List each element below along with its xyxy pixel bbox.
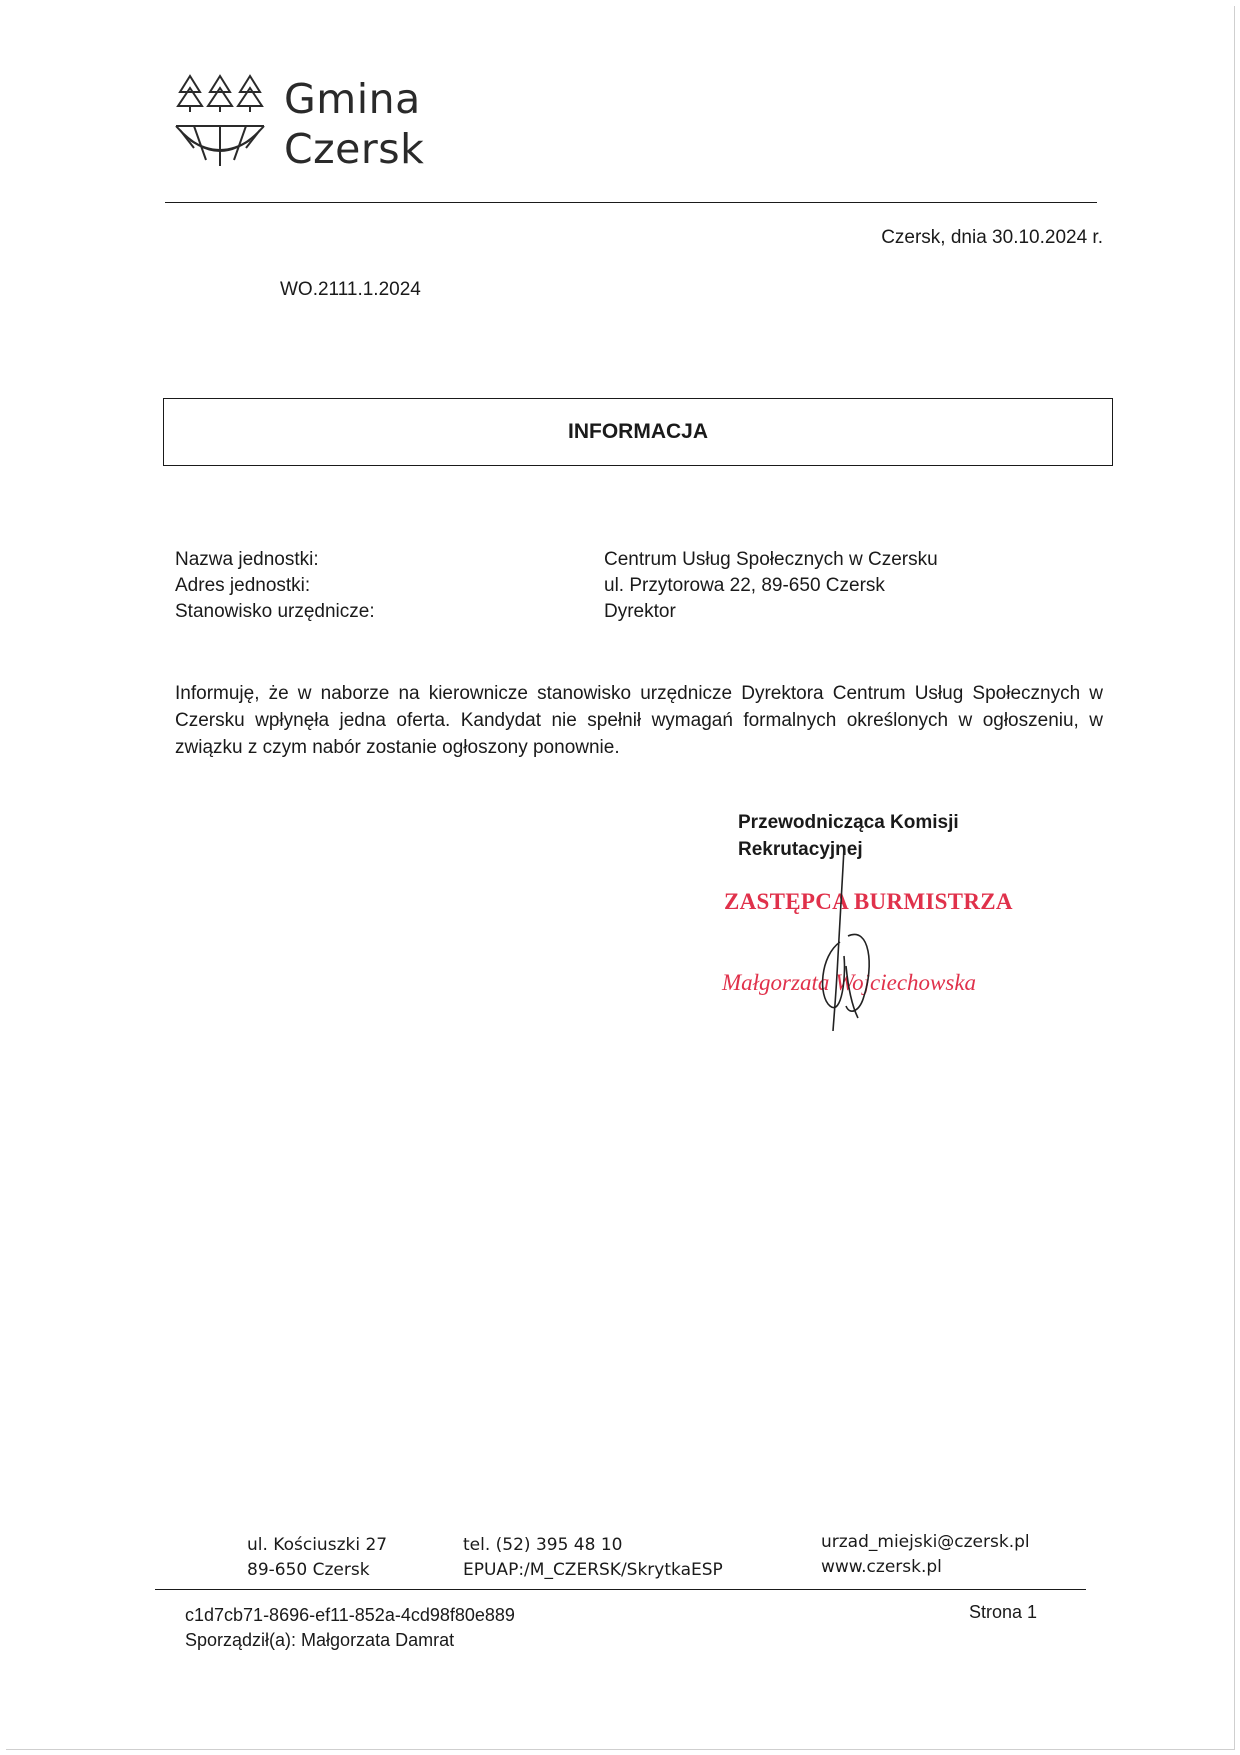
document-meta xyxy=(185,1603,515,1653)
document-id: c1d7cb71-8696-ef11-852a-4cd98f80e889 xyxy=(185,1605,515,1625)
reference-number: WO.2111.1.2024 xyxy=(280,279,421,300)
stamp-name: Małgorzata Wojciechowska xyxy=(722,970,977,995)
signatory-role-line2: Rekrutacyjnej xyxy=(738,839,863,860)
logo-text xyxy=(284,74,424,174)
field-label-unit-name: Nazwa jednostki: xyxy=(175,549,319,570)
footer-epuap: EPUAP:/M_CZERSK/SkrytkaESP xyxy=(463,1560,723,1580)
document-title: INFORMACJA xyxy=(568,420,708,443)
footer-phone: tel. (52) 395 48 10 xyxy=(463,1535,623,1555)
field-label-unit-address: Adres jednostki: xyxy=(175,575,311,596)
page-border xyxy=(6,6,1235,1750)
page-number: Strona 1 xyxy=(969,1602,1038,1622)
body-paragraph: Informuję, że w naborze na kierownicze stanowisko urzędnicze Dyrektora Centrum Usług Społecznych w Czersku wpłynęła jedna oferta. Kandydat nie spełnił wymagań formalnych określonych w ogłoszeniu, w związku z czym nabór zostanie ogłoszony ponownie. xyxy=(175,683,1103,758)
signatory-role-line1: Przewodnicząca Komisji xyxy=(738,812,959,833)
logo-line-czersk: Czersk xyxy=(284,125,425,173)
header-divider xyxy=(165,202,1097,203)
field-value-unit-name: Centrum Usług Społecznych w Czersku xyxy=(604,549,938,570)
footer-contact xyxy=(463,1533,723,1583)
footer-address-line2: 89-650 Czersk xyxy=(247,1560,370,1580)
prepared-by: Sporządził(a): Małgorzata Damrat xyxy=(185,1630,455,1650)
letter-date: Czersk, dnia 30.10.2024 r. xyxy=(881,227,1103,248)
field-label-position: Stanowisko urzędnicze: xyxy=(175,601,375,622)
footer-divider xyxy=(155,1589,1086,1590)
handwritten-signature-icon xyxy=(800,846,910,1036)
footer-address xyxy=(247,1533,387,1583)
footer-web xyxy=(821,1530,1030,1580)
field-value-position: Dyrektor xyxy=(604,601,676,622)
field-value-unit-address: ul. Przytorowa 22, 89-650 Czersk xyxy=(604,575,885,596)
stamp-title: ZASTĘPCA BURMISTRZA xyxy=(724,889,1013,914)
footer-email[interactable]: urzad_miejski@czersk.pl xyxy=(821,1532,1030,1552)
footer-address-line1: ul. Kościuszki 27 xyxy=(247,1535,388,1555)
footer-website[interactable]: www.czersk.pl xyxy=(821,1557,942,1577)
logo-line-gmina: Gmina xyxy=(284,75,421,123)
